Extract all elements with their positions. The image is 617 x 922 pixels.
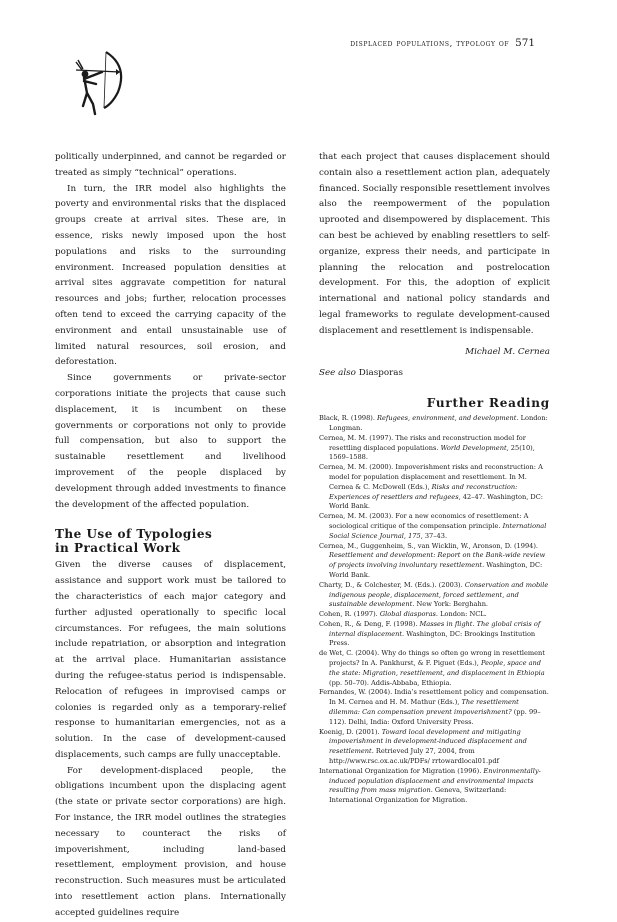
page-number: 571 <box>515 37 535 49</box>
reference-item: Cernea, M. M. (2003). For a new economics of resettlement: A sociological critique of the compensation principle. International Social Science Journal, 175, 37–43. <box>319 512 547 540</box>
reference-item: Cernea, M. M. (1997). The risks and reconstruction model for resettling displaced populations. World Development, 25(10), 1569–1588. <box>319 433 535 462</box>
running-head <box>350 37 535 49</box>
reference-item: Black, R. (1998). Refugees, environment, and development. London: Longman. <box>319 414 548 432</box>
reference-item: Fernandes, W. (2004). India’s resettlement policy and compensation. In M. Cernea and H. M. Mathur (Eds.), The resettlement dilemma: Can compensation prevent impoverishment? (pp. 99–112). Delhi, India: Oxford University Press. <box>319 688 549 726</box>
reference-item: Koenig, D. (2001). Toward local development and mitigating impoverishment in development-induced displacement and resettlement. Retrieved July 27, 2004, from http://www.rsc.ox.ac.uk/PDFs/ rrtowardlocal01.pdf <box>319 727 527 766</box>
see-also-link[interactable]: Diasporas <box>358 368 403 379</box>
left-column <box>55 150 286 922</box>
reference-item: Charty, D., & Colchester, M. (Eds.). (2003). Conservation and mobile indigenous people, displacement, forced settlement, and sustainable development. New York: Berghahn. <box>319 580 549 609</box>
archer-emblem-icon <box>66 48 134 120</box>
body-paragraph: Since governments or private-sector corporations initiate the projects that cause such displacement, it is incumbent on these governments or corporations not only to provide full compensation, but also to support the sustainable resettlement and livelihood improvement of the people displaced by development through added investments to finance the development of the affected population. <box>55 373 286 510</box>
body-paragraph: Given the diverse causes of displacement, assistance and support work must be tailored to the characteristics of each major category and further adjusted operationally to specific local circumstances. For refugees, the main solutions include repatriation, or absorption and integration at the arrival place. Humanitarian assistance during the refugee-status period is indispensable. Relocation of refugees in improvised camps or colonies is regarded only as a temporary-relief response to humanitarian emergencies, not as a solution. In the case of development-caused displacements, such camps are fully unacceptable. <box>55 560 286 760</box>
reference-item: Cohen, R., & Deng, F. (1998). Masses in flight. The global crisis of internal displacement. Washington, DC: Brookings Institution Press. <box>319 619 541 648</box>
body-paragraph: For development-displaced people, the obligations incumbent upon the displacing agent (the state or private sector corporations) are high. For instance, the IRR model outlines the strategies necessary to counteract the risks of impoverishment, including land-based resettlement, employment provision, and house reconstruction. Such measures must be articulated into resettlement action plans. Internationally accepted guidelines require <box>55 765 286 918</box>
right-column <box>319 150 550 806</box>
reference-item: Cernea, M. M. (2000). Impoverishment risks and reconstruction: A model for population displacement and resettlement. In M. Cernea & C. McDowell (Eds.), Risks and reconstruction: Experiences of resettlers and refugees, 42–47. Washington, DC: World Bank. <box>319 463 543 511</box>
body-paragraph: that each project that causes displacement should contain also a resettlement action plan, adequately financed. Socially responsible resettlement involves also the reempowerment of the population uprooted and disempowered by displacement. This can best be achieved by enabling resettlers to self-organize, express their needs, and participate in planning the relocation and postrelocation development. For this, the adoption of explicit international and national policy standards and legal frameworks to regulate development-caused displacement and resettlement is indispensable. <box>319 152 550 336</box>
body-paragraph: politically underpinned, and cannot be regarded or treated as simply “technical” operations. <box>55 152 286 178</box>
see-also-label: See also <box>319 368 356 379</box>
further-reading-heading: Further Reading <box>426 396 550 411</box>
reference-item: de Wet, C. (2004). Why do things so often go wrong in resettlement projects? In A. Pankhurst, & F. Piguet (Eds.), People, space and the state: Migration, resettlement, and displacement in Ethiopia (pp. 50–70). Addis-Abbaba, Ethiopia. <box>319 649 545 687</box>
body-paragraph: In turn, the IRR model also highlights the poverty and environmental risks that the displaced groups create at arrival sites. These are, in essence, risks newly imposed upon the host populations and risks to the surrounding environment. Increased population densities at arrival sites aggravate competition for natural resources and jobs; further, relocation processes often tend to exceed the carrying capacity of the environment and entail unsustainable use of limited natural resources, soil erosion, and deforestation. <box>55 183 286 368</box>
section-heading <box>55 527 286 555</box>
reference-item: International Organization for Migration (1996). Environmentally-induced population displacement and environmental impacts resulting from mass migration. Geneva, Switzerland: International Organization for Migration. <box>319 766 541 805</box>
reference-list <box>319 414 550 806</box>
reference-item: Cernea, M., Guggenheim, S., van Wicklin, W., Aronson, D. (1994). Resettlement and development: Report on the Bank-wide review of projects involving involuntary resettlement. Washington, DC: World Bank. <box>319 541 546 579</box>
running-title: displaced populations, typology of <box>350 39 510 49</box>
section-heading-line: The Use of Typologies <box>55 527 213 542</box>
see-also <box>319 366 550 382</box>
reference-item: Cohen, R. (1997). Global diasporas. London: NCL. <box>319 610 487 619</box>
section-heading-line: in Practical Work <box>55 541 181 556</box>
author-signature: Michael M. Cernea <box>465 346 550 357</box>
